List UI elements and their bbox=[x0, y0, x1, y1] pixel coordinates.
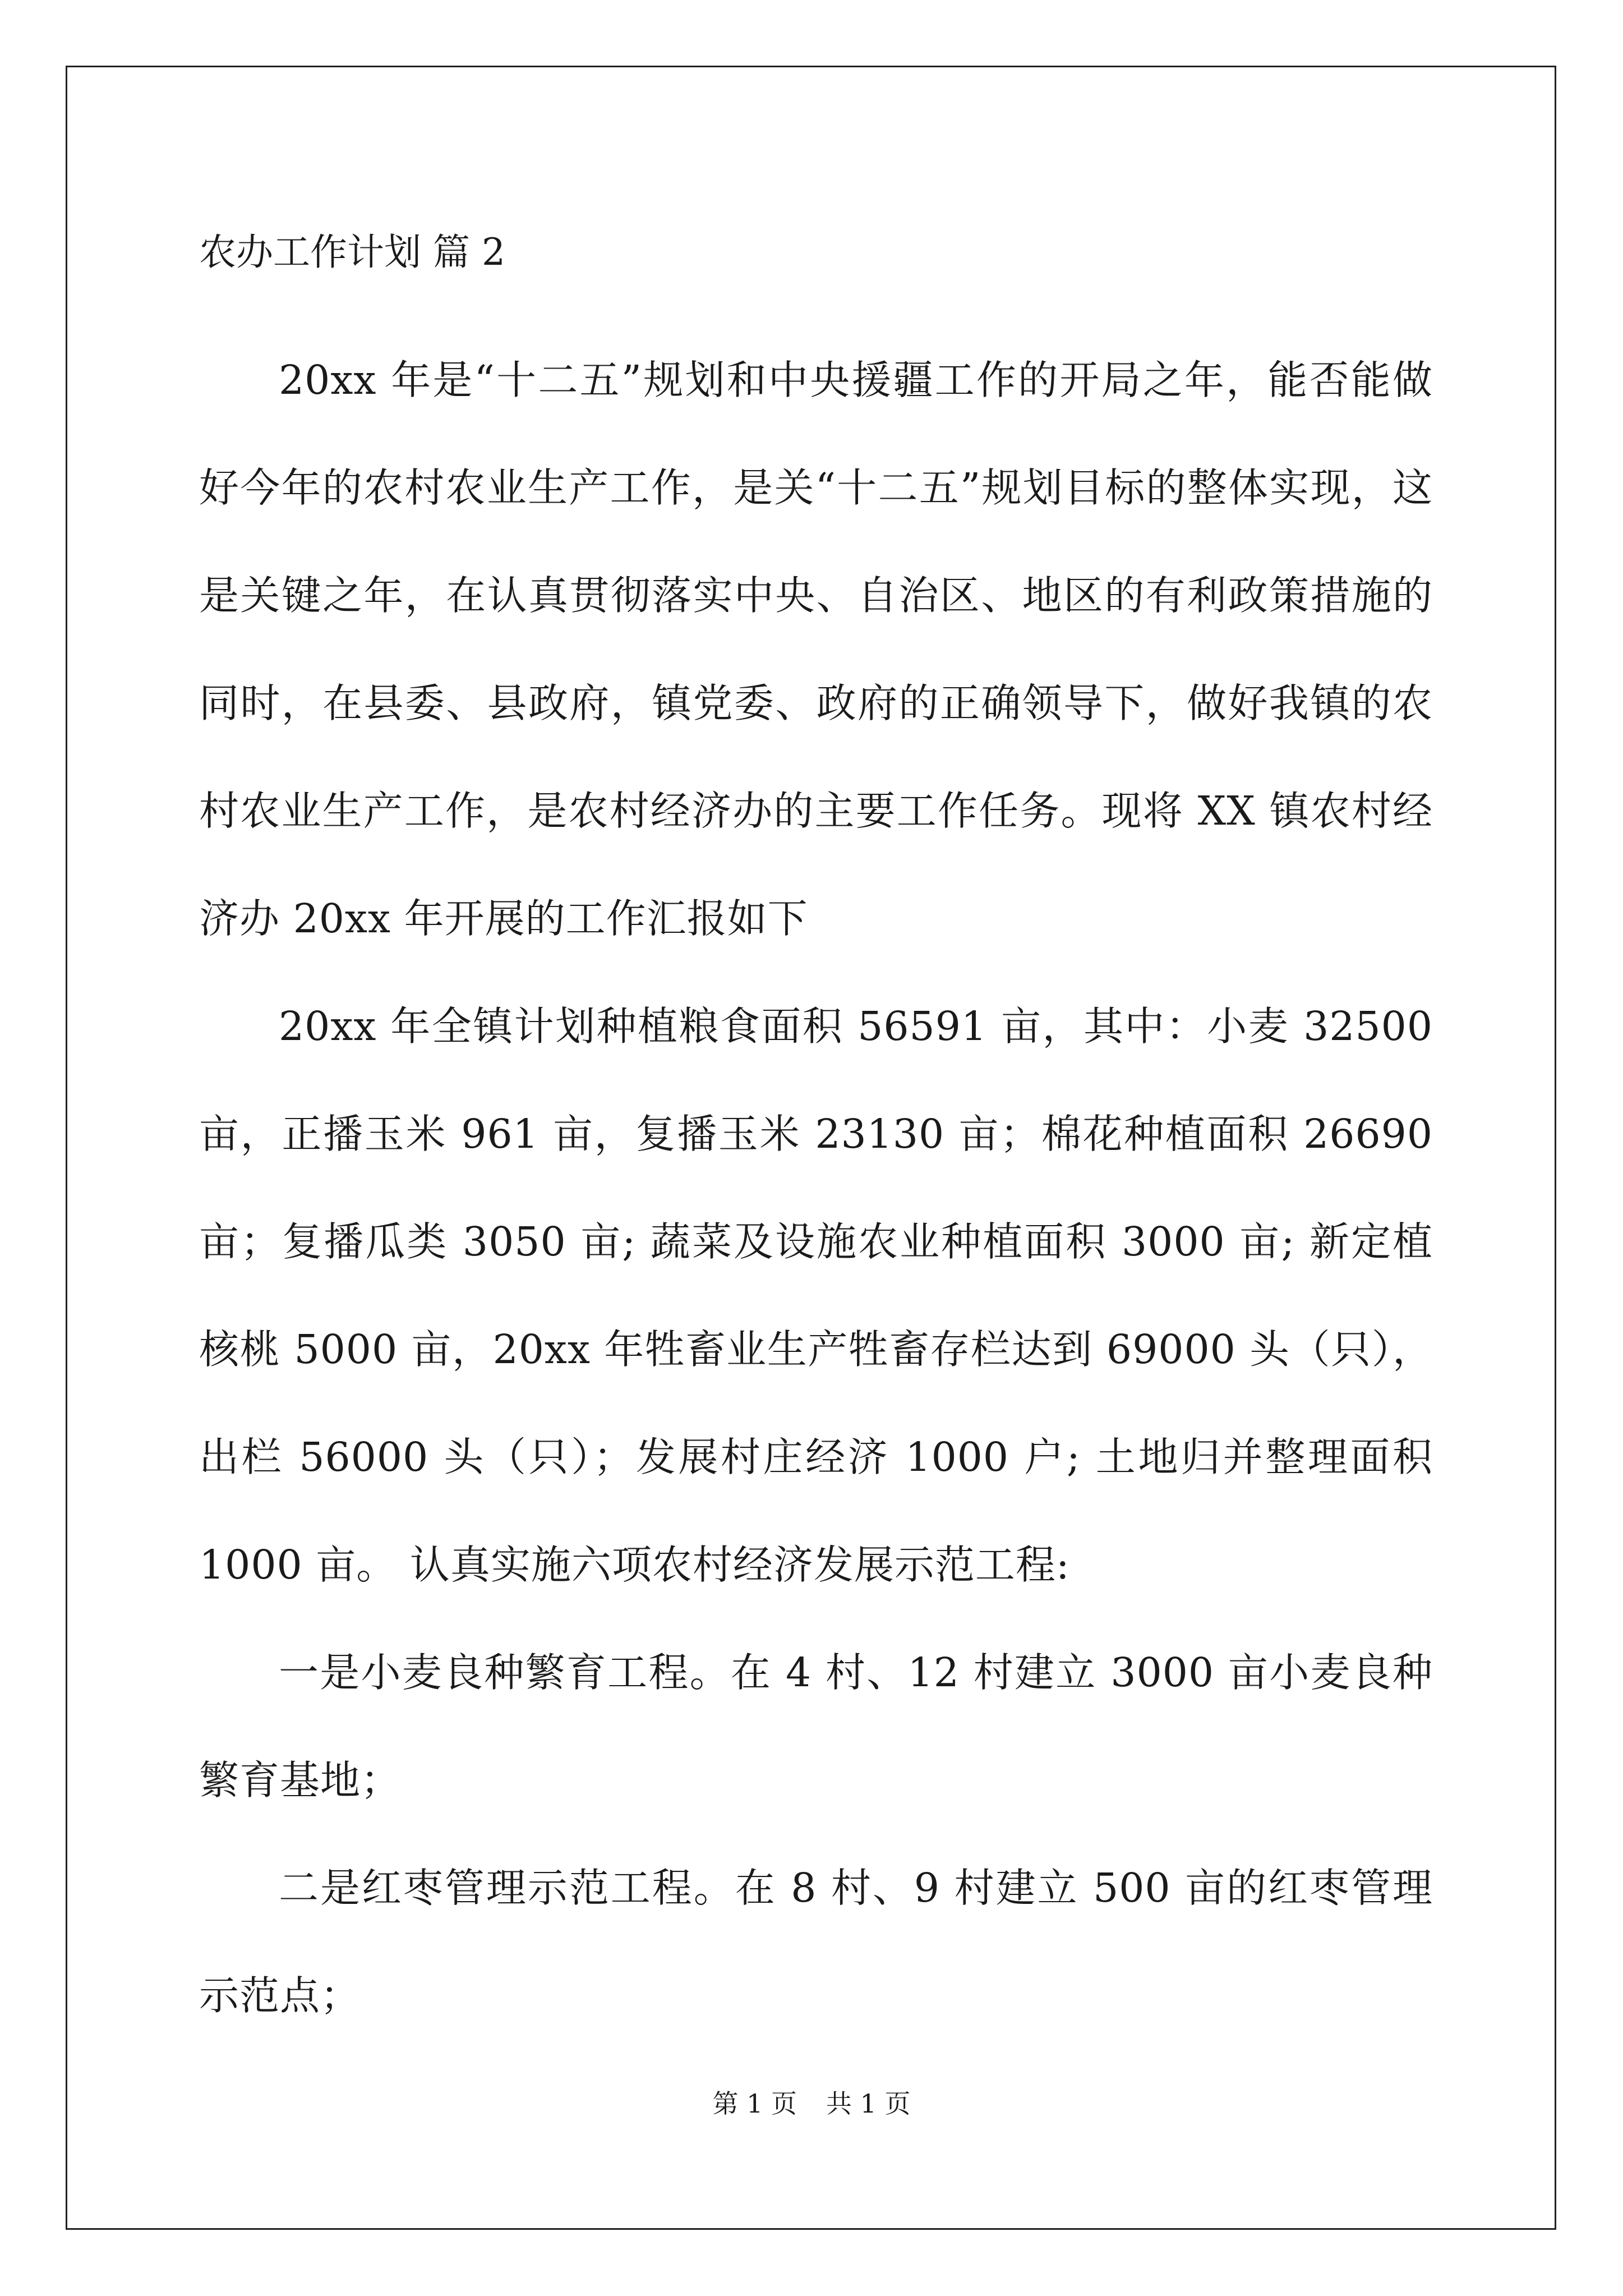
paragraph-plan: 20xx 年全镇计划种植粮食面积 56591 亩，其中：小麦 32500 亩，正播玉米 961 亩，复播玉米 23130 亩；棉花种植面积 26690 亩；复播瓜类 3050 亩; 蔬菜及设施农业种植面积 3000 亩; 新定植核桃 5000 亩，20xx 年牲畜业生产牲畜存栏达到 69000 头（只），出栏 56000 头（只）；发展村庄经济 1000 户; 土地归并整理面积 1000 亩。 认真实施六项农村经济发展示范工程: bbox=[199, 1003, 1433, 1588]
page-total: 共 1 页 bbox=[826, 2088, 911, 2119]
page-number: 第 1 页 bbox=[712, 2088, 797, 2119]
paragraph-project-two: 二是红枣管理示范工程。在 8 村、9 村建立 500 亩的红枣管理示范点； bbox=[199, 1865, 1433, 2019]
page-footer bbox=[0, 2087, 1623, 2120]
paragraph-project-one: 一是小麦良种繁育工程。在 4 村、12 村建立 3000 亩小麦良种繁育基地； bbox=[199, 1649, 1433, 1803]
paragraph-intro: 20xx 年是“十二五”规划和中央援疆工作的开局之年，能否能做好今年的农村农业生产工作，是关“十二五”规划目标的整体实现，这是关键之年，在认真贯彻落实中央、自治区、地区的有利政策措施的同时，在县委、县政府，镇党委、政府的正确领导下，做好我镇的农村农业生产工作，是农村经济办的主要工作任务。现将 XX 镇农村经济办 20xx 年开展的工作汇报如下 bbox=[199, 357, 1433, 942]
document-body bbox=[199, 219, 1433, 2050]
document-title: 农办工作计划 篇 2 bbox=[199, 231, 505, 274]
